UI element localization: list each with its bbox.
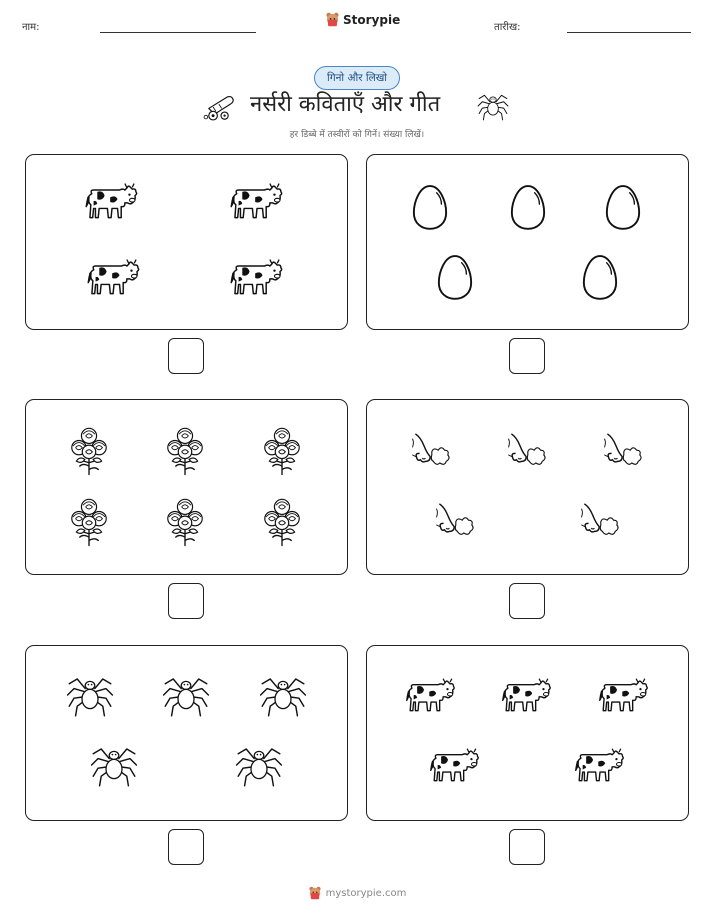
cow-icon (429, 744, 481, 788)
rose-icon (68, 496, 110, 548)
nose-icon (435, 500, 475, 542)
brand-logo (325, 12, 400, 27)
spider-decoration-icon (477, 91, 509, 121)
cow-icon (84, 179, 140, 225)
count-panel-4 (366, 399, 689, 575)
spider-icon (259, 672, 307, 718)
footer (0, 886, 714, 900)
answer-box-3[interactable] (168, 583, 204, 619)
cow-icon (574, 744, 626, 788)
count-panel-5 (25, 645, 348, 821)
count-panel-1 (25, 154, 348, 330)
answer-box-1[interactable] (168, 338, 204, 374)
storypie-bear-icon (308, 886, 322, 900)
answer-box-5[interactable] (168, 829, 204, 865)
date-label: तारीख: (494, 22, 521, 33)
spider-icon (162, 672, 210, 718)
count-panel-6 (366, 645, 689, 821)
egg-icon (436, 253, 474, 301)
nose-icon (603, 430, 643, 472)
nose-icon (580, 500, 620, 542)
date-field-line[interactable] (567, 32, 691, 33)
cow-icon (405, 674, 457, 718)
name-label: नाम: (22, 22, 40, 33)
brand-name: Storypie (343, 12, 401, 27)
rose-icon (68, 425, 110, 477)
count-panel-3 (25, 399, 348, 575)
rose-icon (261, 496, 303, 548)
egg-icon (581, 253, 619, 301)
rose-icon (164, 425, 206, 477)
rose-icon (261, 425, 303, 477)
egg-icon (604, 183, 642, 231)
name-field-line[interactable] (100, 32, 256, 33)
answer-box-2[interactable] (509, 338, 545, 374)
cow-icon (86, 255, 142, 301)
cannon-icon (203, 92, 239, 122)
spider-icon (235, 742, 283, 788)
page-title: नर्सरी कविताएँ और गीत (250, 92, 441, 117)
instructions: हर डिब्बे में तस्वीरों को गिनें। संख्या लिखें। (289, 130, 425, 140)
cow-icon (501, 674, 553, 718)
nose-icon (411, 430, 451, 472)
storypie-bear-icon (325, 12, 340, 27)
footer-url[interactable]: mystorypie.com (325, 887, 407, 899)
answer-box-6[interactable] (509, 829, 545, 865)
activity-pill: गिनो और लिखो (314, 66, 400, 90)
spider-icon (90, 742, 138, 788)
cow-icon (229, 179, 285, 225)
rose-icon (164, 496, 206, 548)
cow-icon (229, 255, 285, 301)
count-panel-2 (366, 154, 689, 330)
nose-icon (507, 430, 547, 472)
egg-icon (411, 183, 449, 231)
egg-icon (509, 183, 547, 231)
cow-icon (598, 674, 650, 718)
answer-box-4[interactable] (509, 583, 545, 619)
spider-icon (66, 672, 114, 718)
